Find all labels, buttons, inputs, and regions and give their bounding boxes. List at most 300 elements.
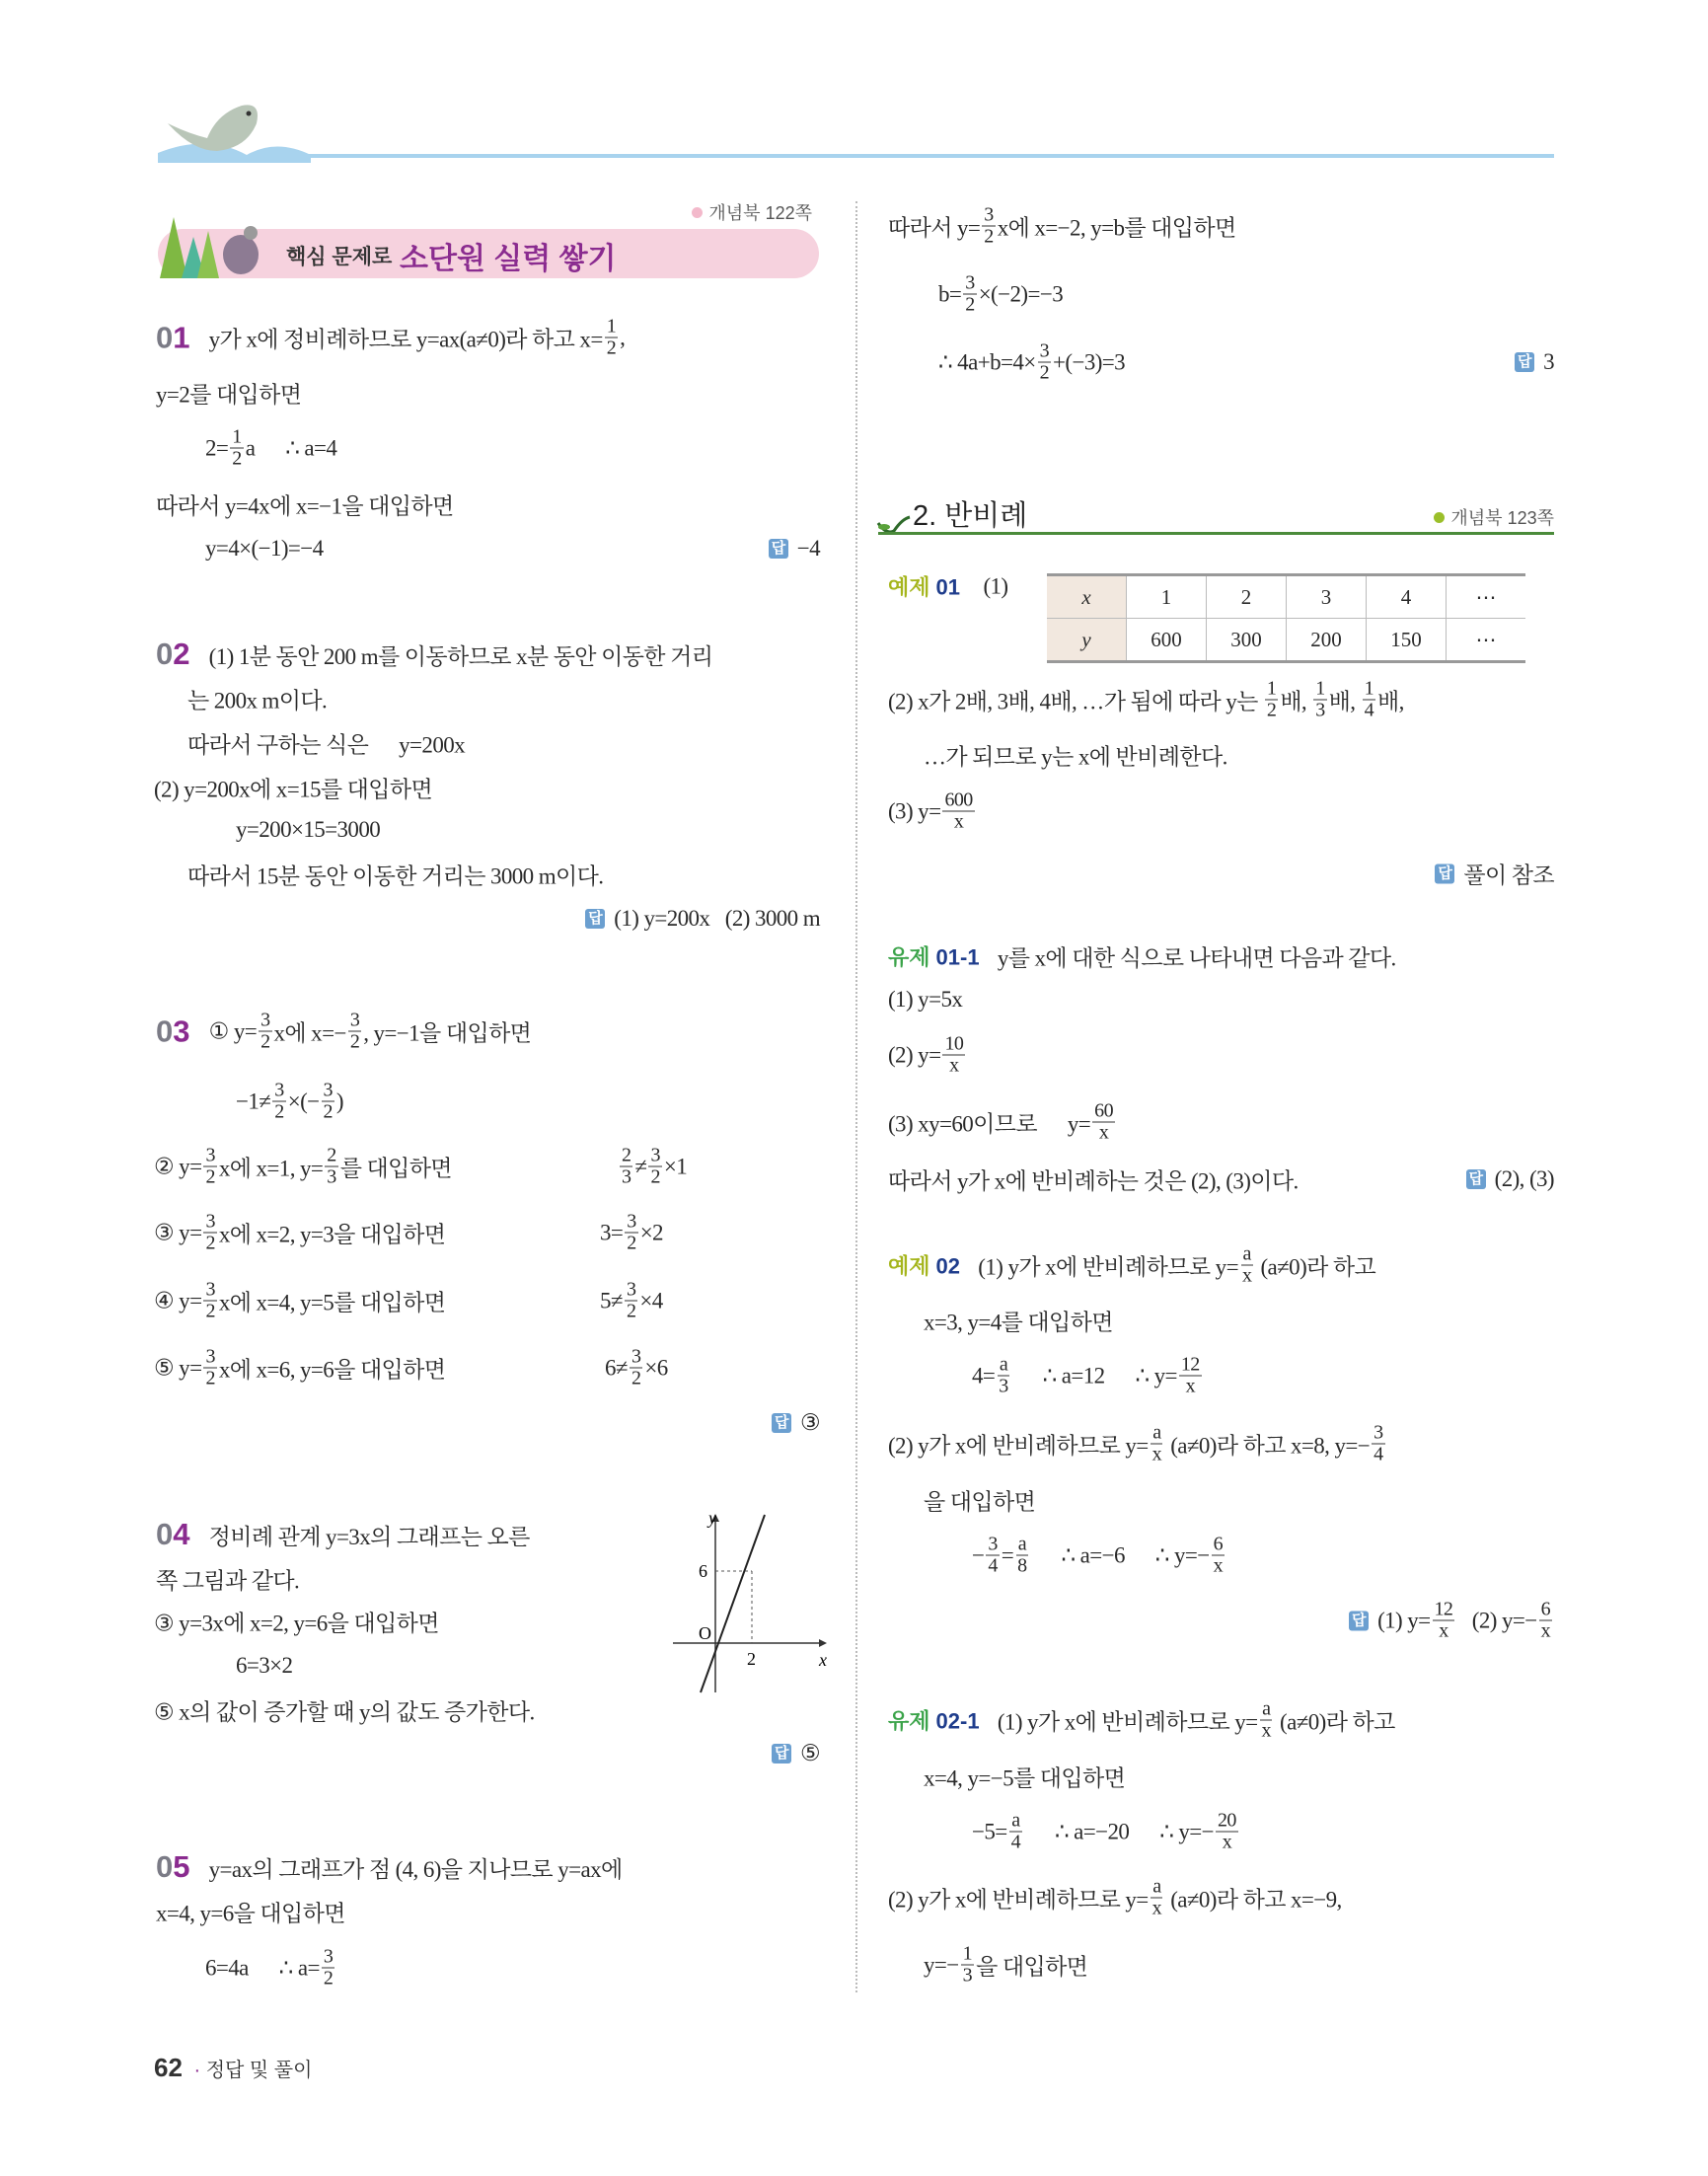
fraction <box>625 1212 637 1254</box>
text-segment: 6=4a ∴ a= <box>205 1955 320 1980</box>
denominator: x <box>1261 1719 1271 1742</box>
numerator: a <box>1017 1533 1026 1555</box>
table-cell: 3 <box>1287 575 1367 619</box>
fraction <box>1372 1423 1384 1465</box>
text-segment: ∴ a=−6 ∴ y=− <box>1030 1542 1210 1567</box>
text-segment: …가 되므로 y는 x에 반비례한다. <box>924 744 1227 770</box>
text-segment: −5= <box>972 1819 1007 1843</box>
denominator: 2 <box>349 1030 360 1053</box>
text-segment: −4 <box>791 536 820 561</box>
solution-line <box>205 536 324 562</box>
text-segment: 2= <box>205 435 229 460</box>
text-segment: (3) xy=60이므로 y= <box>888 1111 1091 1137</box>
numerator: 3 <box>627 1210 636 1233</box>
text-segment: ∴ a=−20 ∴ y=− <box>1024 1819 1215 1843</box>
denominator: x <box>1213 1554 1224 1577</box>
bullet-icon <box>1434 512 1445 523</box>
text-segment: (a≠0)라 하고 <box>1255 1254 1376 1280</box>
text-segment: ×4 <box>639 1288 663 1313</box>
denominator: 4 <box>1364 699 1374 721</box>
text-segment: x에 x=2, y=3을 대입하면 <box>218 1222 446 1247</box>
fraction <box>997 1355 1009 1397</box>
text-segment: (a≠0)라 하고 x=−9, <box>1165 1887 1342 1913</box>
text-segment: (2) x가 2배, 3배, 4배, …가 됨에 따라 y는 <box>888 689 1263 714</box>
table-cell: 150 <box>1367 619 1447 662</box>
fraction <box>348 1011 361 1053</box>
numerator: 1 <box>1315 677 1325 700</box>
text-segment: ×2 <box>639 1220 663 1244</box>
numerator: 600 <box>944 788 973 811</box>
fraction <box>322 1947 334 1989</box>
problem-number-digit: 1 <box>173 320 190 354</box>
example-label <box>888 1250 960 1281</box>
numerator: 2 <box>327 1144 336 1166</box>
answer-01-1 <box>1466 1166 1554 1192</box>
table-row-x <box>1047 575 1525 619</box>
denominator: x <box>1185 1375 1196 1397</box>
numerator: 3 <box>274 1079 284 1101</box>
answer-02 <box>585 906 820 932</box>
exercise-02-1-line <box>888 1699 1395 1742</box>
solution-line <box>156 1563 299 1596</box>
solution-line <box>938 273 1063 316</box>
text-segment: ⑤ y= <box>154 1355 202 1380</box>
solution-line <box>888 1877 1342 1919</box>
text-segment: ② y= <box>154 1154 202 1178</box>
solution-line <box>154 1212 445 1254</box>
tree-bird-icon <box>154 217 272 282</box>
fraction <box>982 205 995 248</box>
solution-line <box>888 790 977 833</box>
banner-title: 소단원 실력 쌓기 <box>400 243 617 275</box>
denominator: 2 <box>631 1367 641 1389</box>
text-segment: ③ y=3x에 x=2, y=6을 대입하면 <box>154 1611 439 1636</box>
table-header: y <box>1047 619 1127 662</box>
text-segment: ×1 <box>663 1154 688 1178</box>
denominator: 2 <box>606 337 617 359</box>
example-number: 01 <box>935 574 960 600</box>
denominator: 2 <box>965 293 975 316</box>
text-segment: (1) y가 x에 반비례하므로 y= <box>968 1254 1238 1280</box>
text-segment: 따라서 15분 동안 이동한 거리는 3000 m이다. <box>187 863 604 889</box>
table-cell: 200 <box>1287 619 1367 662</box>
answer-icon: 답 <box>1466 1169 1486 1189</box>
example-kind: 유제 <box>888 1708 930 1734</box>
concept-book-ref <box>692 199 812 225</box>
text-segment: (1) y= <box>1372 1608 1431 1632</box>
fraction <box>259 1011 271 1053</box>
section-rule <box>878 532 1554 535</box>
solution-line <box>605 1347 668 1389</box>
text-segment: y=4×(−1)=−4 <box>205 536 324 561</box>
text-segment: 배, <box>1328 689 1361 714</box>
denominator: 2 <box>626 1300 636 1322</box>
text-segment: x에 x=− <box>273 1020 346 1046</box>
denominator: 2 <box>323 1967 334 1989</box>
problem-number <box>156 320 190 355</box>
denominator: x <box>1151 1443 1162 1465</box>
numerator: 1 <box>232 425 242 448</box>
solution-line <box>924 739 1227 772</box>
fraction <box>1212 1535 1225 1577</box>
text-segment: y=2를 대입하면 <box>156 382 302 408</box>
text-segment: − <box>972 1542 985 1567</box>
text-segment: (2), (3) <box>1489 1166 1554 1191</box>
solution-line <box>205 427 336 470</box>
solution-line <box>888 205 1236 248</box>
fraction <box>648 1146 661 1188</box>
denominator: 4 <box>1374 1443 1383 1465</box>
fraction <box>1539 1600 1552 1642</box>
fraction <box>1009 1811 1022 1853</box>
numerator: 3 <box>626 1278 636 1301</box>
text-segment: (2) y= <box>888 1042 941 1067</box>
text-segment: −1≠ <box>236 1088 271 1113</box>
fraction <box>1313 679 1326 721</box>
text-segment: 는 200x m이다. <box>187 688 328 713</box>
table-header: x <box>1047 575 1127 619</box>
numerator: 3 <box>1039 339 1050 362</box>
x-tick-label: 2 <box>747 1649 756 1669</box>
text-segment: x에 x=6, y=6을 대입하면 <box>218 1357 446 1383</box>
fraction <box>605 317 618 359</box>
text-segment: (1) <box>968 573 1008 598</box>
problem-number <box>156 1013 190 1049</box>
text-segment: 3= <box>600 1220 624 1244</box>
fraction <box>1433 1600 1455 1642</box>
text-segment: ×(−2)=−3 <box>978 281 1064 306</box>
fraction <box>1179 1355 1202 1397</box>
text-segment: ③ y= <box>154 1220 202 1244</box>
text-segment: 따라서 y= <box>888 215 981 241</box>
solution-line <box>154 1347 445 1389</box>
text-segment: (2) y=− <box>1456 1608 1537 1632</box>
example-number: 01-1 <box>935 944 980 970</box>
numerator: a <box>1011 1809 1020 1832</box>
text-segment: (1) 1분 동안 200 m를 이동하므로 x분 동안 이동한 거리 <box>203 643 713 669</box>
answer-icon: 답 <box>1349 1611 1369 1630</box>
text-segment: 쪽 그림과 같다. <box>156 1568 300 1594</box>
table-cell: 300 <box>1207 619 1287 662</box>
text-segment: , y=−1을 대입하면 <box>363 1020 532 1046</box>
numerator: 3 <box>349 1009 360 1031</box>
fraction <box>963 273 976 316</box>
solution-line <box>156 1896 345 1928</box>
denominator: 2 <box>205 1300 215 1322</box>
denominator: 2 <box>205 1232 215 1254</box>
denominator: 2 <box>205 1165 215 1188</box>
numerator: a <box>1242 1242 1251 1265</box>
fraction <box>325 1146 337 1188</box>
column-divider <box>855 201 857 1992</box>
problem-number <box>156 1849 190 1885</box>
denominator: 2 <box>650 1165 660 1188</box>
problem-04-line <box>156 1517 530 1552</box>
answer-icon: 답 <box>772 1413 791 1433</box>
numerator: 1 <box>1266 677 1277 700</box>
solution-line <box>888 1034 967 1077</box>
problem-number-digit: 5 <box>173 1849 190 1884</box>
denominator: x <box>949 1054 959 1077</box>
example-number: 02-1 <box>935 1708 980 1734</box>
x-axis-label: x <box>819 1650 827 1670</box>
numerator: 12 <box>1180 1353 1200 1376</box>
denominator: 3 <box>962 1964 973 1987</box>
fraction <box>1151 1423 1163 1465</box>
fraction <box>1015 1535 1028 1577</box>
numerator: 2 <box>622 1144 631 1166</box>
fraction <box>630 1347 642 1389</box>
solution-line <box>888 1423 1387 1465</box>
problem-number-digit: 2 <box>173 637 190 671</box>
numerator: a <box>1152 1875 1161 1898</box>
problem-number-prefix: 0 <box>156 1013 174 1048</box>
text-segment: y가 x에 정비례하므로 y=ax(a≠0)라 하고 x= <box>203 327 603 352</box>
example-kind: 예제 <box>888 1253 930 1279</box>
text-segment: x에 x=−2, y=b를 대입하면 <box>997 215 1236 241</box>
numerator: 3 <box>205 1278 215 1301</box>
exercise-01-1-line <box>888 940 1396 973</box>
ref-text: 개념북 123쪽 <box>1450 508 1554 528</box>
text-segment: b= <box>938 281 962 306</box>
text-segment: ∴ 4a+b=4× <box>938 349 1036 374</box>
example-kind: 예제 <box>888 574 930 600</box>
denominator: x <box>1540 1619 1550 1642</box>
denominator: 2 <box>1266 699 1277 721</box>
problem-number-digit: 4 <box>173 1517 190 1551</box>
numerator: 3 <box>965 271 975 294</box>
solution-line <box>618 1146 687 1188</box>
text-segment: , <box>620 325 626 349</box>
fraction <box>986 1535 999 1577</box>
numerator: 12 <box>1434 1598 1453 1620</box>
page-footer <box>154 2053 312 2083</box>
text-segment: 정비례 관계 y=3x의 그래프는 오른 <box>203 1524 530 1549</box>
table-cell: 1 <box>1127 575 1207 619</box>
table-cell: 600 <box>1127 619 1207 662</box>
solution-line <box>924 1305 1113 1337</box>
section-banner <box>158 229 819 278</box>
numerator: 6 <box>1540 1598 1550 1620</box>
fraction <box>942 1034 965 1077</box>
text-segment: a ∴ a=4 <box>245 435 337 460</box>
answer-03 <box>772 1410 820 1436</box>
problem-number-prefix: 0 <box>156 320 174 354</box>
fraction <box>1151 1877 1163 1919</box>
numerator: 3 <box>988 1533 998 1555</box>
text-segment: 을 대입하면 <box>976 1954 1088 1980</box>
text-segment: ⑤ <box>794 1741 820 1765</box>
solution-line <box>924 1761 1125 1793</box>
example-label <box>888 941 980 972</box>
text-segment: y=ax의 그래프가 점 (4, 6)을 지나므로 y=ax에 <box>203 1856 623 1882</box>
denominator: x <box>953 810 964 833</box>
answer-04 <box>772 1741 820 1766</box>
text-segment: ×(− <box>287 1088 320 1113</box>
numerator: 3 <box>260 1009 270 1031</box>
answer-icon: 답 <box>1515 352 1534 372</box>
solution-line <box>187 683 327 715</box>
page-number: 62 <box>154 2053 183 2082</box>
solution-line <box>156 488 454 521</box>
numerator: 60 <box>1094 1099 1113 1122</box>
text-segment: 6=3×2 <box>236 1653 293 1678</box>
text-segment: ≠ <box>634 1154 647 1178</box>
solution-line <box>236 1653 292 1679</box>
numerator: 3 <box>323 1945 334 1968</box>
text-segment: x에 x=1, y= <box>218 1156 324 1181</box>
solution-line <box>924 1944 1087 1987</box>
problem-number-prefix: 0 <box>156 1849 174 1884</box>
answer-ex02 <box>1349 1600 1554 1642</box>
text-segment: ① y= <box>203 1018 258 1043</box>
answer-icon: 답 <box>585 909 605 929</box>
text-segment: ④ y= <box>154 1288 202 1313</box>
denominator: 2 <box>323 1100 333 1123</box>
solution-line <box>187 727 465 760</box>
solution-line <box>888 679 1404 721</box>
table-cell: 2 <box>1207 575 1287 619</box>
fraction <box>1260 1699 1273 1742</box>
example-label <box>888 1705 980 1736</box>
fraction <box>203 1146 216 1188</box>
numerator: a <box>999 1353 1008 1376</box>
text-segment: 배, <box>1376 689 1404 714</box>
fraction <box>1092 1101 1115 1144</box>
text-segment: 풀이 참조 <box>1458 863 1554 888</box>
answer-05 <box>1515 349 1554 375</box>
numerator: 1 <box>606 315 617 338</box>
solution-line <box>938 341 1125 384</box>
table-cell: 4 <box>1367 575 1447 619</box>
y-tick-label: 6 <box>699 1561 707 1581</box>
solution-line <box>600 1280 663 1322</box>
numerator: 1 <box>962 1942 973 1965</box>
numerator: 3 <box>205 1345 215 1368</box>
whale-icon <box>148 94 316 163</box>
solution-line <box>154 1146 452 1188</box>
denominator: 2 <box>984 225 994 248</box>
solution-line <box>236 1081 343 1123</box>
solution-line <box>236 817 380 843</box>
text-segment: (1) y가 x에 반비례하므로 y= <box>987 1709 1258 1735</box>
ref-text: 개념북 122쪽 <box>708 203 812 223</box>
solution-line <box>972 1811 1240 1853</box>
text-segment: 6≠ <box>605 1355 628 1380</box>
solution-line <box>888 987 962 1013</box>
text-segment: 배, <box>1280 689 1312 714</box>
numerator: 6 <box>1213 1533 1224 1555</box>
fraction <box>203 1347 216 1389</box>
denominator: x <box>1439 1619 1448 1642</box>
text-segment: 을 대입하면 <box>924 1489 1036 1515</box>
numerator: 3 <box>205 1210 215 1233</box>
solution-line <box>972 1535 1226 1577</box>
text-segment: x=4, y=−5를 대입하면 <box>924 1765 1126 1791</box>
numerator: 3 <box>984 203 994 226</box>
text-segment: x=3, y=4를 대입하면 <box>924 1310 1113 1335</box>
answer-01 <box>769 536 820 562</box>
denominator: x <box>1098 1121 1109 1144</box>
text-segment: +(−3)=3 <box>1053 349 1126 374</box>
denominator: 2 <box>260 1030 270 1053</box>
numerator: 20 <box>1218 1809 1236 1832</box>
text-segment: 따라서 구하는 식은 y=200x <box>187 732 466 758</box>
section-title: 2. 반비례 <box>913 500 1028 532</box>
answer-icon: 답 <box>772 1744 791 1763</box>
text-segment: (2) y=200x에 x=15를 대입하면 <box>154 777 433 802</box>
table-cell: ⋯ <box>1447 619 1526 662</box>
text-segment: = <box>1001 1542 1014 1567</box>
fraction <box>961 1944 974 1987</box>
example-02-line <box>888 1244 1375 1287</box>
banner-prefix: 핵심 문제로 <box>286 246 393 268</box>
fraction <box>230 427 243 470</box>
denominator: 3 <box>327 1165 336 1188</box>
solution-line <box>924 1484 1035 1517</box>
problem-02-line <box>156 637 712 672</box>
solution-line <box>972 1355 1204 1397</box>
answer-icon: 답 <box>1435 863 1454 883</box>
numerator: a <box>1262 1697 1271 1720</box>
problem-01-line <box>156 317 625 359</box>
fraction <box>1038 341 1051 384</box>
denominator: 4 <box>988 1554 998 1577</box>
fraction <box>620 1146 632 1188</box>
fraction <box>1265 679 1278 721</box>
header-rule <box>296 154 1554 158</box>
example-label <box>888 571 960 602</box>
problem-number <box>156 637 190 672</box>
denominator: x <box>1222 1831 1232 1853</box>
table-cell: ⋯ <box>1447 575 1526 619</box>
solution-line <box>600 1212 663 1254</box>
text-segment: y=− <box>924 1952 959 1977</box>
denominator: 2 <box>232 447 242 470</box>
solution-line <box>156 377 301 410</box>
text-segment: ∴ a=12 ∴ y= <box>1011 1363 1177 1388</box>
example-number: 02 <box>935 1253 960 1279</box>
solution-line <box>888 1101 1117 1144</box>
solution-line <box>154 1694 535 1727</box>
text-segment: (3) y= <box>888 798 941 823</box>
numerator: 1 <box>1364 677 1374 700</box>
denominator: 3 <box>622 1165 631 1188</box>
fraction <box>625 1280 637 1322</box>
solution-line <box>154 1606 439 1638</box>
numerator: 3 <box>1374 1421 1383 1444</box>
text-segment: (2) y가 x에 반비례하므로 y= <box>888 1433 1149 1459</box>
solution-line <box>154 1280 445 1322</box>
denominator: 8 <box>1017 1554 1027 1577</box>
text-segment: 3 <box>1537 349 1554 374</box>
fraction <box>1240 1244 1253 1287</box>
example-kind: 유제 <box>888 944 930 970</box>
problem-05-line <box>156 1849 623 1885</box>
concept-book-ref-2 <box>1434 504 1554 530</box>
fraction <box>942 790 974 833</box>
fraction <box>322 1081 334 1123</box>
footer-title: 정답 및 풀이 <box>205 2060 313 2081</box>
footer-separator: · <box>193 2060 201 2081</box>
denominator: 3 <box>999 1375 1008 1397</box>
table-row-y <box>1047 619 1525 662</box>
text-segment: 따라서 y가 x에 반비례하는 것은 (2), (3)이다. <box>888 1168 1299 1194</box>
text-segment: 4= <box>972 1363 996 1388</box>
text-segment: 를 대입하면 <box>339 1156 452 1181</box>
xy-table <box>1047 573 1525 663</box>
text-segment: 5≠ <box>600 1288 623 1313</box>
